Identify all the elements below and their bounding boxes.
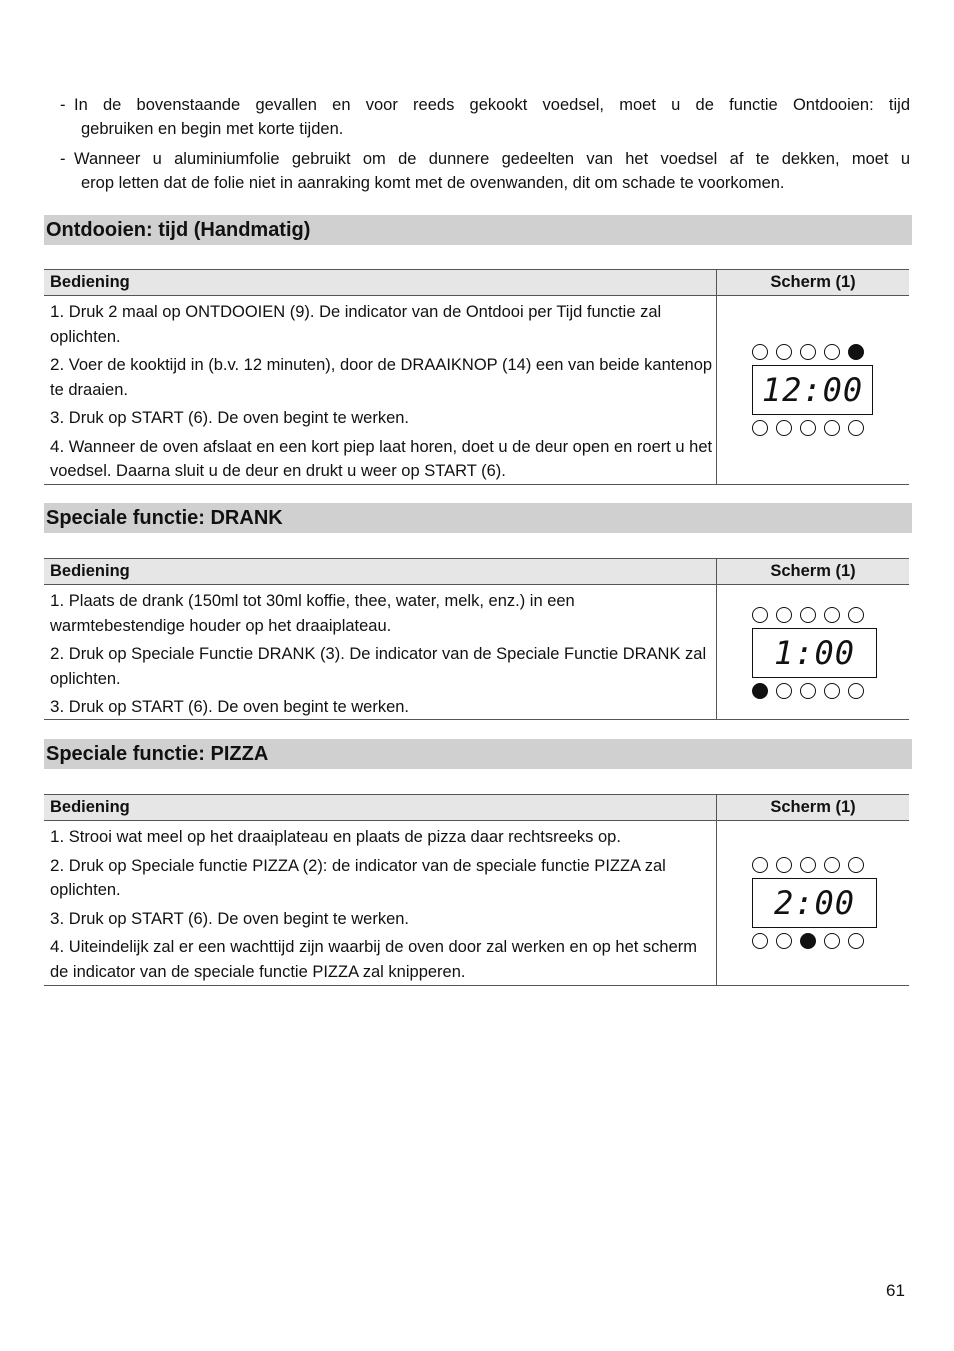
indicator-dot: [776, 607, 792, 623]
indicator-dot-active: [848, 344, 864, 360]
column-header-scherm: Scherm (1): [770, 798, 856, 816]
column-header-scherm: Scherm (1): [770, 562, 856, 580]
display-cell: [717, 296, 909, 484]
indicator-dot: [824, 857, 840, 873]
step-text: Druk op START (6). De oven begint te werken.: [68, 409, 410, 427]
step-item: [50, 825, 714, 850]
lcd-readout: 1:00: [752, 628, 877, 678]
indicator-dot: [752, 344, 768, 360]
column-header-bediening: Bediening: [44, 795, 717, 820]
display-cell: [717, 821, 909, 985]
indicator-row-top: [752, 344, 873, 360]
step-text: Druk op Speciale Functie DRANK (3). De indicator van de Speciale Functie DRANK zal oplichten.: [50, 645, 707, 688]
step-item: [50, 935, 714, 984]
indicator-dot: [848, 683, 864, 699]
instruction-table: [44, 558, 909, 720]
step-item: [50, 406, 714, 431]
step-number: 4.: [50, 937, 65, 956]
step-text: Druk op Speciale functie PIZZA (2): de indicator van de speciale functie PIZZA zal oplichten.: [50, 856, 666, 899]
indicator-row-top: [752, 607, 877, 623]
page-number: 61: [886, 1281, 905, 1300]
step-item: [50, 907, 714, 932]
bullet-dash: -: [60, 96, 66, 114]
indicator-row-bottom: [752, 933, 877, 949]
table-row: [44, 821, 909, 986]
indicator-dot: [848, 857, 864, 873]
table-header: [44, 558, 909, 585]
oven-display: [752, 344, 873, 436]
lcd-readout: 12:00: [752, 365, 873, 415]
step-number: 3.: [50, 408, 65, 427]
indicator-dot-active: [800, 933, 816, 949]
section-title: Ontdooien: tijd (Handmatig): [44, 215, 912, 245]
column-header-bediening: Bediening: [44, 559, 717, 584]
intro-bullets: [60, 93, 910, 201]
column-header-bediening: Bediening: [44, 270, 717, 295]
indicator-dot: [800, 344, 816, 360]
bullet-line: Wanneer u aluminiumfolie gebruikt om de dunnere gedeelten van het voedsel af te dekken, moet u: [74, 150, 910, 168]
column-header-scherm: Scherm (1): [770, 273, 856, 291]
step-text: Uiteindelijk zal er een wachttijd zijn waarbij de oven door zal werken en op het scherm de indicator van de speciale functie PIZZA zal knipperen.: [50, 938, 698, 981]
step-text: Wanneer de oven afslaat en een kort piep laat horen, doet u de deur open en roert u het voedsel. Daarna sluit u de deur en drukt u weer op START (6).: [50, 437, 713, 480]
steps-cell: [44, 585, 717, 719]
step-number: 1.: [50, 302, 65, 321]
oven-display: [752, 607, 877, 699]
step-text: Druk op START (6). De oven begint te werken.: [68, 698, 410, 716]
steps-cell: [44, 296, 717, 484]
bullet-line: In de bovenstaande gevallen en voor reeds gekookt voedsel, moet u de functie Ontdooien: tijd: [74, 96, 910, 114]
indicator-dot: [848, 607, 864, 623]
step-number: 3.: [50, 908, 65, 928]
indicator-dot: [800, 857, 816, 873]
step-number: 2.: [50, 644, 65, 663]
step-item: [50, 695, 714, 720]
indicator-row-top: [752, 857, 877, 873]
indicator-dot: [776, 683, 792, 699]
indicator-dot: [848, 420, 864, 436]
indicator-dot-active: [752, 683, 768, 699]
indicator-dot: [752, 607, 768, 623]
instruction-table: [44, 794, 909, 986]
indicator-dot: [800, 420, 816, 436]
table-header: [44, 794, 909, 821]
indicator-dot: [800, 607, 816, 623]
step-item: [50, 854, 714, 903]
indicator-dot: [752, 933, 768, 949]
step-text: Strooi wat meel op het draaiplateau en plaats de pizza daar rechtsreeks op.: [68, 828, 621, 846]
step-item: [50, 589, 714, 638]
step-text: Voer de kooktijd in (b.v. 12 minuten), door de DRAAIKNOP (14) een van beide kantenop te draaien.: [50, 356, 713, 399]
oven-display: [752, 857, 877, 949]
indicator-dot: [776, 857, 792, 873]
indicator-dot: [776, 933, 792, 949]
indicator-dot: [776, 344, 792, 360]
step-number: 4.: [50, 436, 65, 456]
indicator-dot: [776, 420, 792, 436]
table-row: [44, 296, 909, 485]
step-item: [50, 300, 714, 349]
steps-cell: [44, 821, 717, 985]
indicator-dot: [800, 683, 816, 699]
step-text: Druk op START (6). De oven begint te werken.: [68, 909, 410, 928]
bullet-item: [60, 147, 910, 195]
step-number: 3.: [50, 697, 65, 716]
indicator-dot: [824, 933, 840, 949]
step-item: [50, 353, 714, 402]
lcd-readout: 2:00: [752, 878, 877, 928]
indicator-dot: [824, 344, 840, 360]
instruction-table: [44, 269, 909, 485]
display-cell: [717, 585, 909, 719]
bullet-line: erop letten dat de folie niet in aanraking komt met de ovenwanden, dit om schade te voorkomen.: [81, 174, 785, 192]
bullet-line: gebruiken en begin met korte tijden.: [81, 120, 344, 138]
step-number: 1.: [50, 591, 65, 610]
step-number: 2.: [50, 355, 65, 374]
table-header: [44, 269, 909, 296]
section-title: Speciale functie: DRANK: [44, 503, 912, 533]
step-number: 2.: [50, 855, 65, 875]
indicator-row-bottom: [752, 683, 877, 699]
bullet-dash: -: [60, 150, 66, 168]
step-text: Plaats de drank (150ml tot 30ml koffie, thee, water, melk, enz.) in een warmtebestendige houder op het draaiplateau.: [50, 592, 575, 635]
step-text: Druk 2 maal op ONTDOOIEN (9). De indicator van de Ontdooi per Tijd functie zal oplichten.: [50, 303, 662, 346]
step-item: [50, 642, 714, 691]
step-item: [50, 435, 714, 484]
step-number: 1.: [50, 827, 65, 846]
indicator-dot: [752, 420, 768, 436]
indicator-dot: [752, 857, 768, 873]
indicator-dot: [824, 420, 840, 436]
bullet-item: [60, 93, 910, 141]
section-title: Speciale functie: PIZZA: [44, 739, 912, 769]
table-row: [44, 585, 909, 720]
indicator-dot: [824, 607, 840, 623]
indicator-dot: [848, 933, 864, 949]
indicator-dot: [824, 683, 840, 699]
indicator-row-bottom: [752, 420, 873, 436]
